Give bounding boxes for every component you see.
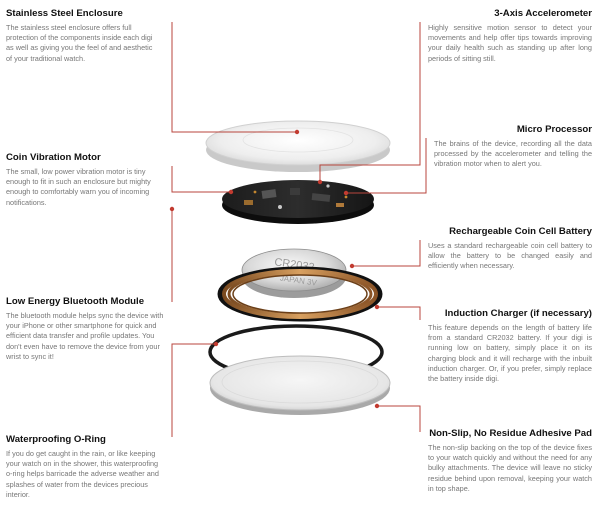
callout-title: Coin Vibration Motor bbox=[6, 152, 101, 163]
callout-body: The non-slip backing on the top of the device fixes to your watch quickly and without the need for any bulky attachments. The device will leave no sticky residue behind upon removal, keeping your watch in top shape. bbox=[428, 443, 592, 493]
enclosure-cap bbox=[206, 121, 390, 172]
callout-body: The brains of the device, recording all the data processed by the accelerometer and telling the vibration motor when to alert you. bbox=[434, 139, 592, 169]
callout-body: The stainless steel enclosure offers full protection of the components inside each digi as well as giving you the feel of and aesthetic of your traditional watch. bbox=[6, 23, 153, 63]
three-axis-accelerometer-callout bbox=[428, 8, 592, 64]
callout-title: Rechargeable Coin Cell Battery bbox=[449, 226, 592, 237]
adhesive-pad bbox=[210, 356, 390, 415]
callout-body: Highly sensitive motion sensor to detect your movements and help offer tips towards improving your daily health such as standing up after long periods of sitting still. bbox=[428, 23, 592, 63]
callout-title: Non-Slip, No Residue Adhesive Pad bbox=[429, 428, 592, 439]
adhesive-pad-callout bbox=[428, 428, 592, 494]
callout-title: Waterproofing O-Ring bbox=[6, 434, 106, 445]
rechargeable-coin-cell-battery-callout bbox=[428, 226, 592, 272]
callout-body: The bluetooth module helps sync the device with your iPhone or other smartphone for quick and efficient data transfer and profile updates. You don't even have to remove the device from your wrist to sync it! bbox=[6, 311, 164, 361]
callout-body: If you do get caught in the rain, or like keeping your watch on in the shower, this waterproofing o-ring helps barricade the adverse weather and splashes of water from the devices precious interior. bbox=[6, 449, 159, 499]
waterproofing-o-ring-callout bbox=[6, 434, 166, 500]
callout-title: Micro Processor bbox=[516, 124, 592, 135]
micro-processor-callout bbox=[434, 124, 592, 170]
battery-brand-label: JAPAN 3V bbox=[279, 273, 318, 288]
callout-title: Stainless Steel Enclosure bbox=[6, 8, 123, 19]
coin-vibration-motor-callout bbox=[6, 152, 164, 208]
callout-body: Uses a standard rechargeable coin cell battery to allow the battery to be changed easily and efficiently when necessary. bbox=[428, 241, 592, 271]
low-energy-bluetooth-module-callout bbox=[6, 296, 166, 362]
callout-title: Induction Charger (if necessary) bbox=[444, 308, 592, 319]
callout-body: This feature depends on the length of battery life from a standard CR2032 battery. If your digi is running low on battery, simply place it on its charging block and it will recharge with the inbuilt induction charger. Or, if you prefer, simply replace the battery inside digi. bbox=[428, 323, 592, 384]
stainless-steel-enclosure-callout bbox=[6, 8, 158, 64]
circuit-board bbox=[222, 180, 374, 224]
callout-title: 3-Axis Accelerometer bbox=[494, 8, 592, 19]
callout-body: The small, low power vibration motor is tiny enough to fit in such an enclosure but mighty enough to comfortably warn you of incoming notifications. bbox=[6, 167, 151, 207]
induction-charger-callout bbox=[428, 308, 592, 384]
battery-model-label: CR2032 bbox=[273, 256, 316, 274]
callout-title: Low Energy Bluetooth Module bbox=[6, 296, 145, 307]
